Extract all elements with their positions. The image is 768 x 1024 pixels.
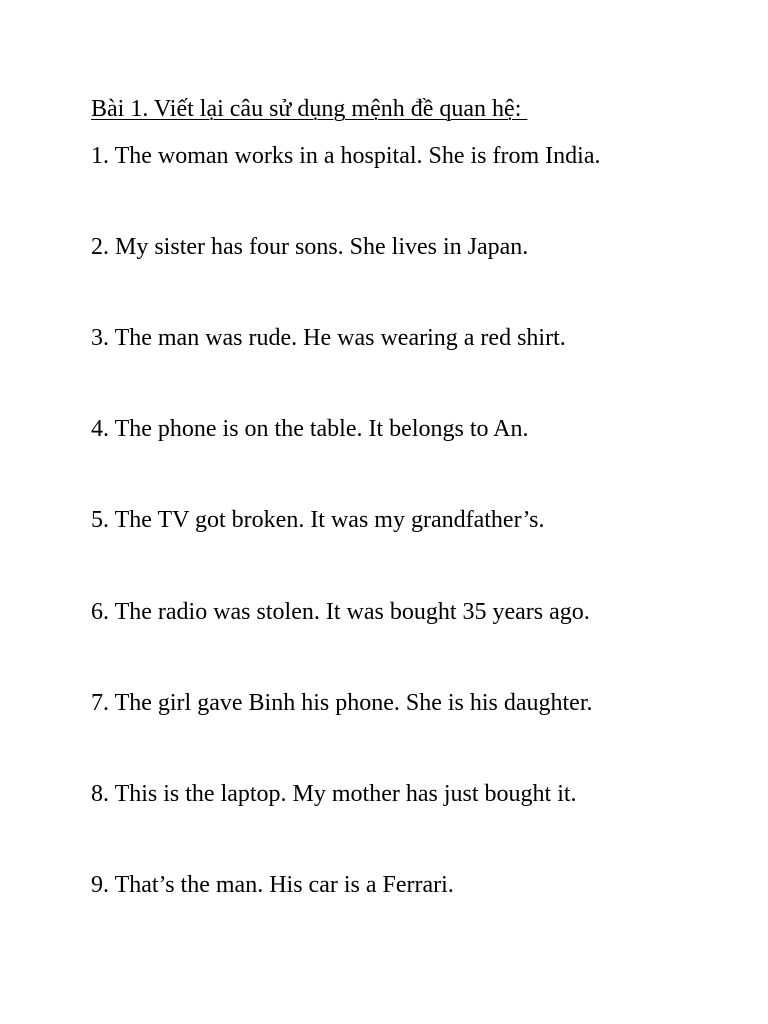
exercise-item-3: 3. The man was rude. He was wearing a red shirt.	[91, 325, 566, 351]
exercise-item-1: 1. The woman works in a hospital. She is from India.	[91, 143, 601, 169]
exercise-item-5: 5. The TV got broken. It was my grandfather’s.	[91, 507, 545, 533]
exercise-item-9: 9. That’s the man. His car is a Ferrari.	[91, 872, 454, 898]
exercise-title: Bài 1. Viết lại câu sử dụng mệnh đề quan hệ:	[91, 96, 528, 122]
exercise-item-8: 8. This is the laptop. My mother has just bought it.	[91, 781, 577, 807]
exercise-item-6: 6. The radio was stolen. It was bought 35 years ago.	[91, 599, 590, 625]
exercise-item-2: 2. My sister has four sons. She lives in Japan.	[91, 234, 529, 260]
exercise-item-4: 4. The phone is on the table. It belongs to An.	[91, 416, 529, 442]
exercise-item-7: 7. The girl gave Binh his phone. She is his daughter.	[91, 690, 593, 716]
